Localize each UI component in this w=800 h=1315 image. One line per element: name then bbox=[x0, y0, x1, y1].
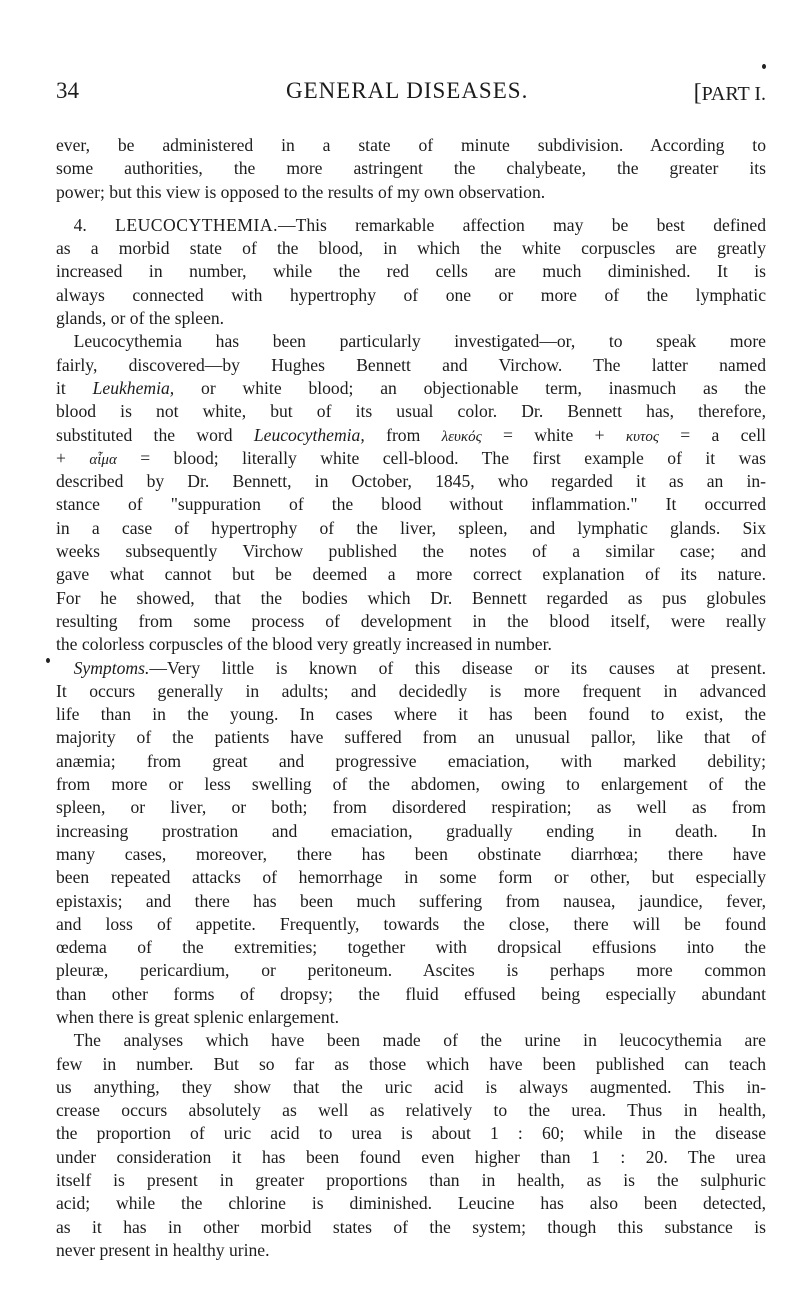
section-leucocythemia bbox=[56, 214, 766, 330]
text-line: The analyses which have been made of the urine in leucocythemia are bbox=[73, 1030, 766, 1051]
paragraph-urine bbox=[56, 1029, 766, 1262]
text-line: weeks subsequently Virchow published the notes of a similar case; and bbox=[56, 541, 766, 562]
text-line: been repeated attacks of hemorrhage in some form or other, but especially bbox=[56, 867, 766, 888]
text-line: itself is present in greater proportions than in health, as is the sulphuric bbox=[56, 1170, 766, 1191]
text-line: glands, or of the spleen. bbox=[56, 308, 225, 329]
text-line: life than in the young. In cases where it has been found to exist, the bbox=[56, 704, 766, 725]
text-line: substituted the word Leucocythemia, from λευκός = white + κυτος = a cell bbox=[56, 424, 767, 445]
paragraph bbox=[56, 330, 766, 656]
text-line: described by Dr. Bennett, in October, 1845, who regarded it as an in- bbox=[56, 471, 766, 492]
text-line: majority of the patients have suffered from an unusual pallor, like that of bbox=[56, 727, 766, 748]
print-speck bbox=[762, 64, 766, 69]
text-line: few in number. But so far as those which have been published can teach bbox=[56, 1053, 766, 1074]
text-line: the proportion of uric acid to urea is about 1 : 60; while in the disease bbox=[56, 1123, 766, 1144]
text-line: anæmia; from great and progressive emaciation, with marked debility; bbox=[56, 750, 766, 771]
text-line: under consideration it has been found even higher than 1 : 20. The urea bbox=[56, 1146, 766, 1167]
paragraph-symptoms bbox=[56, 657, 766, 1030]
italic-term: Leukhemia, bbox=[92, 377, 175, 398]
page-number: 34 bbox=[56, 78, 79, 103]
text-line: ever, be administered in a state of minute subdivision. According to bbox=[56, 135, 766, 155]
text-line: some authorities, the more astringent the chalybeate, the greater its bbox=[56, 158, 766, 179]
text-line: it Leukhemia, or white blood; an objectionable term, inasmuch as the bbox=[56, 377, 766, 398]
text-line: Symptoms.—Very little is known of this disease or its causes at present. bbox=[73, 657, 766, 678]
section-number: 4. bbox=[73, 214, 87, 235]
text-line: and loss of appetite. Frequently, towards the close, there will be found bbox=[56, 913, 766, 934]
text-line: spleen, or liver, or both; from disordered respiration; as well as from bbox=[56, 797, 766, 818]
text-line: + αἷμα = blood; literally white cell-blood. The first example of it was bbox=[56, 447, 767, 468]
print-speck bbox=[46, 658, 50, 663]
greek-word: λευκός bbox=[441, 428, 482, 445]
text-line: always connected with hypertrophy of one or more of the lymphatic bbox=[56, 284, 766, 305]
greek-word: κυτος bbox=[625, 428, 659, 445]
text-line: many cases, moreover, there has been obstinate diarrhœa; there have bbox=[56, 843, 766, 864]
text-line: us anything, they show that the uric acid is always augmented. This in- bbox=[56, 1076, 766, 1097]
page-body bbox=[56, 134, 766, 1262]
text-line: gave what cannot but be deemed a more correct explanation of its nature. bbox=[56, 564, 766, 585]
text-line: in a case of hypertrophy of the liver, spleen, and lymphatic glands. Six bbox=[56, 517, 766, 538]
text-line: acid; while the chlorine is diminished. Leucine has also been detected, bbox=[56, 1193, 766, 1214]
italic-term: Leucocythemia, bbox=[253, 424, 365, 445]
part-label: [PART I. bbox=[693, 80, 766, 106]
text-line: fairly, discovered—by Hughes Bennett and Virchow. The latter named bbox=[56, 354, 766, 375]
text-line: It occurs generally in adults; and decidedly is more frequent in advanced bbox=[56, 680, 766, 701]
text-line: blood is not white, but of its usual color. Dr. Bennett has, therefore, bbox=[56, 401, 766, 422]
text-line: from more or less swelling of the abdomen, owing to enlargement of the bbox=[56, 774, 766, 795]
text-line: the colorless corpuscles of the blood very greatly increased in number. bbox=[56, 634, 552, 655]
text-line: For he showed, that the bodies which Dr. Bennett regarded as pus globules bbox=[56, 587, 766, 608]
text-line: increased in number, while the red cells are much diminished. It is bbox=[56, 261, 766, 282]
section-heading: LEUCOCYTHEMIA. bbox=[115, 214, 278, 235]
text-line: stance of "suppuration of the blood without inflammation." It occurred bbox=[56, 494, 766, 515]
text-line: pleuræ, pericardium, or peritoneum. Ascites is perhaps more common bbox=[56, 960, 766, 981]
text-line: 4. LEUCOCYTHEMIA.—This remarkable affection may be best defined bbox=[73, 214, 766, 235]
text-line: œdema of the extremities; together with dropsical effusions into the bbox=[56, 937, 766, 958]
text-line: never present in healthy urine. bbox=[56, 1239, 270, 1260]
running-header bbox=[56, 78, 766, 110]
paragraph bbox=[56, 134, 766, 204]
text-line: resulting from some process of development in the blood itself, were really bbox=[56, 610, 766, 631]
text-line: as a morbid state of the blood, in which the white corpuscles are greatly bbox=[56, 238, 766, 259]
text-line: Leucocythemia has been particularly investigated—or, to speak more bbox=[73, 331, 766, 352]
text-line: crease occurs absolutely as well as relatively to the urea. Thus in health, bbox=[56, 1100, 766, 1121]
greek-word: αἷμα bbox=[89, 451, 117, 468]
subsection-label: Symptoms. bbox=[73, 657, 150, 678]
text-line: epistaxis; and there has been much suffering from nausea, jaundice, fever, bbox=[56, 890, 766, 911]
text-line: than other forms of dropsy; the fluid effused being especially abundant bbox=[56, 983, 766, 1004]
text-line: when there is great splenic enlargement. bbox=[56, 1006, 340, 1027]
text-line: power; but this view is opposed to the results of my own observation. bbox=[56, 181, 546, 202]
text-line: as it has in other morbid states of the system; though this substance is bbox=[56, 1216, 766, 1237]
running-title: GENERAL DISEASES. bbox=[286, 78, 529, 103]
text-line: increasing prostration and emaciation, gradually ending in death. In bbox=[56, 820, 766, 841]
